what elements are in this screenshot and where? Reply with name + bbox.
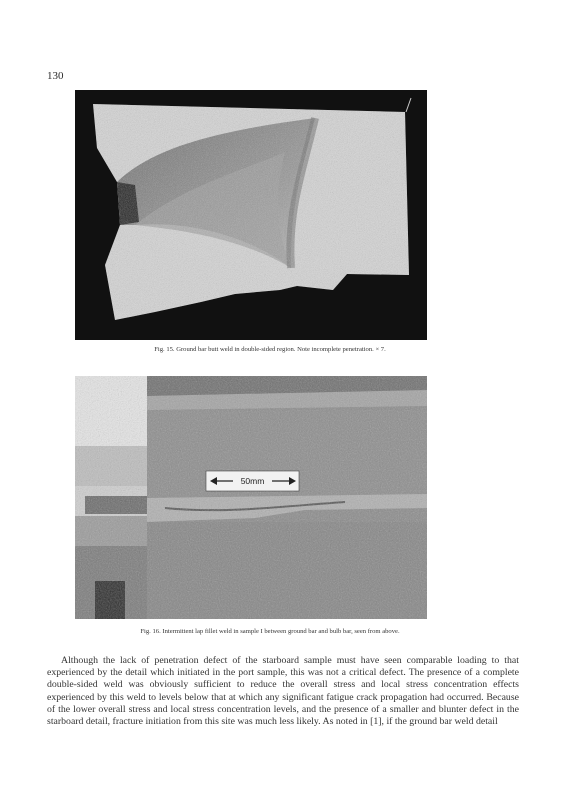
body-text (47, 655, 519, 728)
figure-16-caption: Fig. 16. Intermittent lap fillet weld in sample I between ground bar and bulb bar, seen from above. (140, 628, 400, 635)
figure-15-weld-macrograph (75, 90, 427, 340)
scale-bar (206, 471, 299, 491)
figure-15-caption: Fig. 15. Ground bar butt weld in double-sided region. Note incomplete penetration. × 7. (154, 346, 386, 353)
body-paragraph: Although the lack of penetration defect of the starboard sample must have seen comparable loading to that experienced by the detail which initiated in the port sample, this was not a critical defect. The presence of a complete double-sided weld was obviously sufficient to reduce the overall stress and local stress concentration effects experienced by this weld to levels below that at which any significant fatigue crack propagation had occurred. Because of the lower overall stress and local stress concentration levels, and the presence of a smaller and blunter defect in the starboard detail, fracture initiation from this site was much less likely. As noted in [1], if the ground bar weld detail (47, 655, 519, 728)
page-number: 130 (47, 70, 64, 82)
scale-bar-label: 50mm (240, 476, 265, 486)
figure-16-weld-photo (75, 376, 427, 619)
